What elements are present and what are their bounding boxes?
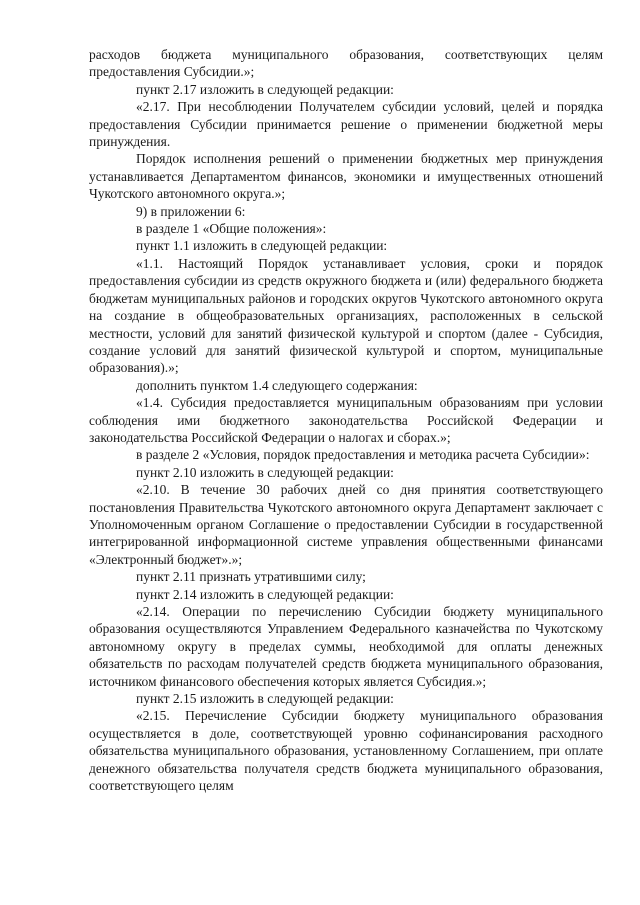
- paragraph-6: в разделе 1 «Общие положения»:: [136, 221, 327, 237]
- paragraph-13: «2.10. В течение 30 рабочих дней со дня принятия соответствующего постановления Правительства Чукотского автономного округа Департамент заключает с Уполномоченным органом Соглашение о предоставлении Субсидии в государственной интегрированной информационной системе управления общественными финансами «Электронный бюджет».»;: [89, 482, 603, 567]
- paragraph-11: в разделе 2 «Условия, порядок предоставления и методика расчета Субсидии»:: [136, 447, 590, 463]
- paragraph-12: пункт 2.10 изложить в следующей редакции:: [136, 464, 394, 480]
- paragraph-8: «1.1. Настоящий Порядок устанавливает условия, сроки и порядок предоставления субсидии из средств окружного бюджета и (или) федерального бюджета бюджетам муниципальных районов и городских округов Чукотского автономного округа на создание в общеобразовательных организациях, расположенных в сельской местности, условий для занятий физической культурой и спортом (далее - Субсидия, создание условий для занятий физической культурой и спортом, муниципальные образования).»;: [89, 255, 603, 376]
- paragraph-18: «2.15. Перечисление Субсидии бюджету муниципального образования осуществляется в доле, соответствующей уровню софинансирования расходного обязательства муниципального образования, установленному Соглашением, при оплате денежного обязательства получателя средств бюджета муниципального образования, соответствующего целям: [89, 708, 603, 794]
- paragraph-10: «1.4. Субсидия предоставляется муниципальным образованиям при условии соблюдения ими бюджетного законодательства Российской Федерации и законодательства Российской Федерации о налогах и сборах.»;: [89, 395, 603, 445]
- paragraph-7: пункт 1.1 изложить в следующей редакции:: [136, 238, 388, 254]
- paragraph-14: пункт 2.11 признать утратившими силу;: [136, 569, 366, 585]
- paragraph-5: 9) в приложении 6:: [136, 203, 246, 219]
- document-body: [89, 46, 603, 794]
- paragraph-17: пункт 2.15 изложить в следующей редакции:: [136, 691, 394, 707]
- paragraph-15: пункт 2.14 изложить в следующей редакции:: [136, 586, 394, 602]
- paragraph-16: «2.14. Операции по перечислению Субсидии бюджету муниципального образования осуществляются Управлением Федерального казначейства по Чукотскому автономному округу в пределах суммы, необходимой для оплаты денежных обязательств по расходам получателей средств бюджета муниципального образования, источником финансового обеспечения которых является Субсидия.»;: [89, 604, 603, 689]
- paragraph-2: пункт 2.17 изложить в следующей редакции:: [136, 81, 394, 97]
- paragraph-3: «2.17. При несоблюдении Получателем субсидии условий, целей и порядка предоставления Субсидии принимается решение о применении бюджетной меры принуждения.: [89, 99, 603, 150]
- paragraph-4: Порядок исполнения решений о применении бюджетных мер принуждения устанавливается Департаментом финансов, экономики и имущественных отношений Чукотского автономного округа.»;: [89, 151, 603, 202]
- paragraph-9: дополнить пунктом 1.4 следующего содержания:: [136, 377, 418, 393]
- paragraph-1: расходов бюджета муниципального образования, соответствующих целям предоставления Субсидии.»;: [89, 47, 603, 80]
